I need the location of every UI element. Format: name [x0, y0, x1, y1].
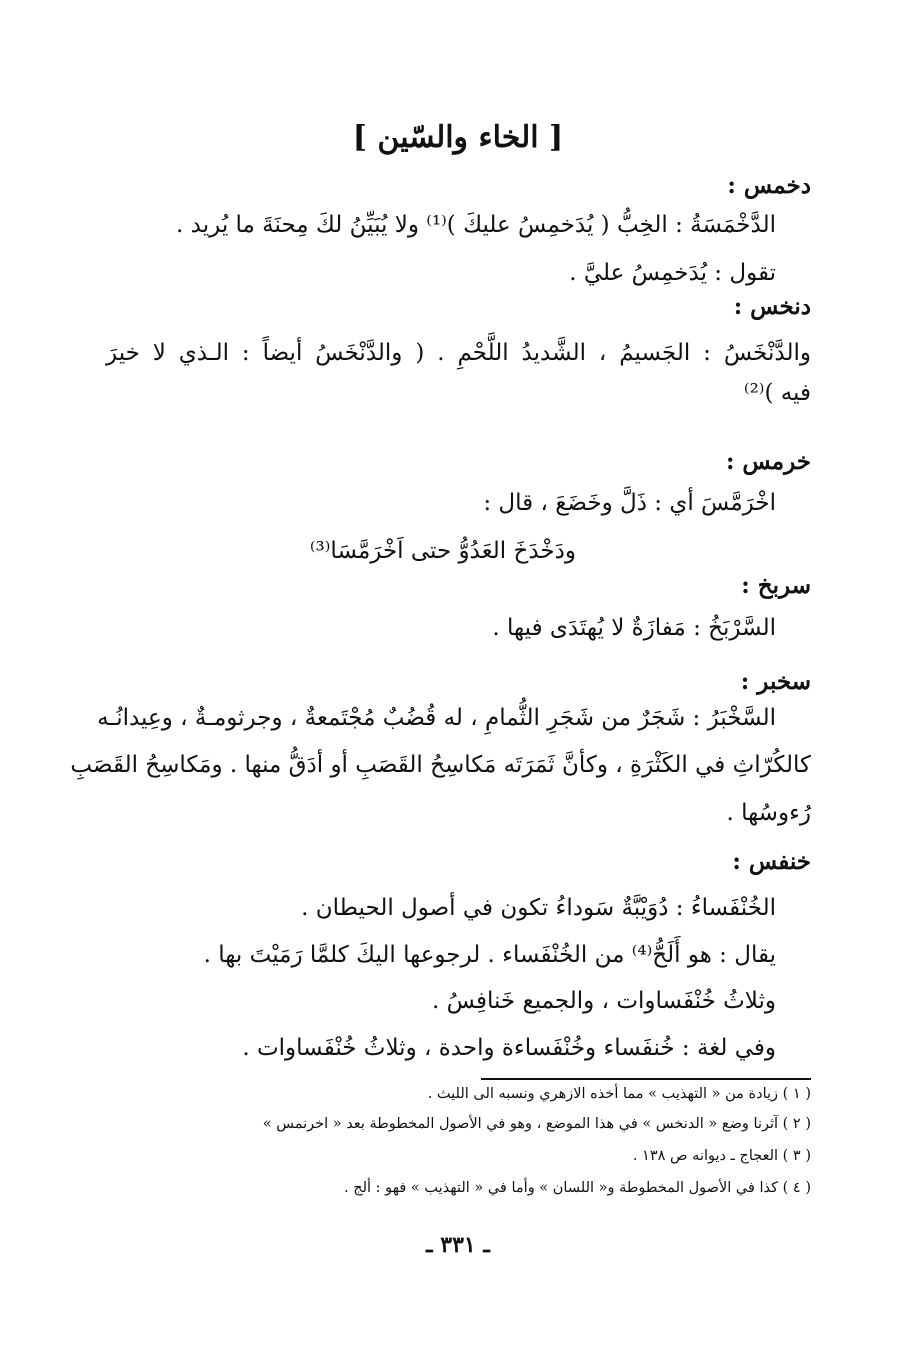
- section-title: [ الخاء والسّين ]: [352, 120, 564, 155]
- entry-head-kharmas: خرمس :: [725, 448, 811, 475]
- footnote: ( ٤ ) كذا في الأصول المخطوطة و« اللسان » وأما في « التهذيب » فهو : ألج .: [344, 1180, 811, 1196]
- footnote: ( ٣ ) العجاج ـ ديوانه ص ١٣٨ .: [632, 1148, 811, 1164]
- entry-line: وثلاثُ خُنْفَساوات ، والجميع خَنافِسُ .: [432, 988, 776, 1014]
- entry-head-dakhmas: دخمس :: [727, 172, 811, 199]
- page-number: ـ ٣٣١ ـ: [426, 1232, 490, 1258]
- entry-line: رُءوسُها .: [726, 800, 811, 826]
- entry-line: فيه )⁽²⁾: [743, 380, 811, 406]
- entry-line: السَّخْبَرُ : شَجَرٌ من شَجَرِ الثُّمامِ ، له قُضُبٌ مُجْتَمعةٌ ، وجرثومـةٌ ، وعِيدانُـه: [97, 705, 776, 731]
- footnote-separator: [481, 1078, 811, 1080]
- footnote: ( ٢ ) آثرنا وضع « الدنخس » في هذا الموضع ، وهو في الأصول المخطوطة بعد « اخرنمس »: [262, 1116, 811, 1132]
- verse-line: ودَخْدَخَ العَدُوُّ حتى اَخْرَمَّسَا⁽³⁾: [309, 538, 576, 564]
- entry-line: والدَّنْخَسُ : الجَسيمُ ، الشَّديدُ اللَّحْمِ . ( والدَّنْخَسُ أيضاً : الـذي لا خيرَ: [106, 340, 811, 366]
- footnote: ( ١ ) زيادة من « التهذيب » مما أخذه الازهري ونسبه الى الليث .: [427, 1086, 811, 1102]
- entry-line: يقال : هو أَلَحُّ⁽⁴⁾ من الخُنْفَساء . لرجوعها اليكَ كلمَّا رَمَيْتَ بها .: [203, 942, 776, 968]
- entry-line: وفي لغة : خُنفَساء وخُنْفَساءة واحدة ، وثلاثُ خُنْفَساوات .: [242, 1035, 776, 1061]
- entry-head-dankhas: دنخس :: [733, 293, 811, 320]
- entry-line: تقول : يُدَخمِسُ عليَّ .: [569, 260, 776, 286]
- entry-head-sarbakh: سربخ :: [741, 572, 811, 599]
- entry-head-khanfas: خنفس :: [732, 848, 811, 875]
- entry-line: الخُنْفَساءُ : دُوَيْبَّةٌ سَوداءُ تكون في أصول الحيطان .: [301, 895, 776, 921]
- entry-head-sakhbar: سخبر :: [740, 668, 811, 695]
- entry-line: الدَّخْمَسَةُ : الخِبُّ ( يُدَخمِسُ عليكَ )⁽¹⁾ ولا يُبَيِّنُ لكَ مِحنَةَ ما يُريد .: [176, 212, 776, 238]
- entry-line: اخْرَمَّسَ أي : ذَلَّ وخَضَعَ ، قال :: [483, 490, 776, 516]
- entry-line: كالكُرّاثِ في الكَثْرَةِ ، وكأنَّ ثَمَرَتَه مَكاسِحُ القَصَبِ أو أدَقُّ منها . ومَكاسِحُ القَصَبِ: [70, 752, 811, 778]
- entry-line: السَّرْبَخُ : مَفازَةٌ لا يُهتَدَى فيها .: [492, 615, 776, 641]
